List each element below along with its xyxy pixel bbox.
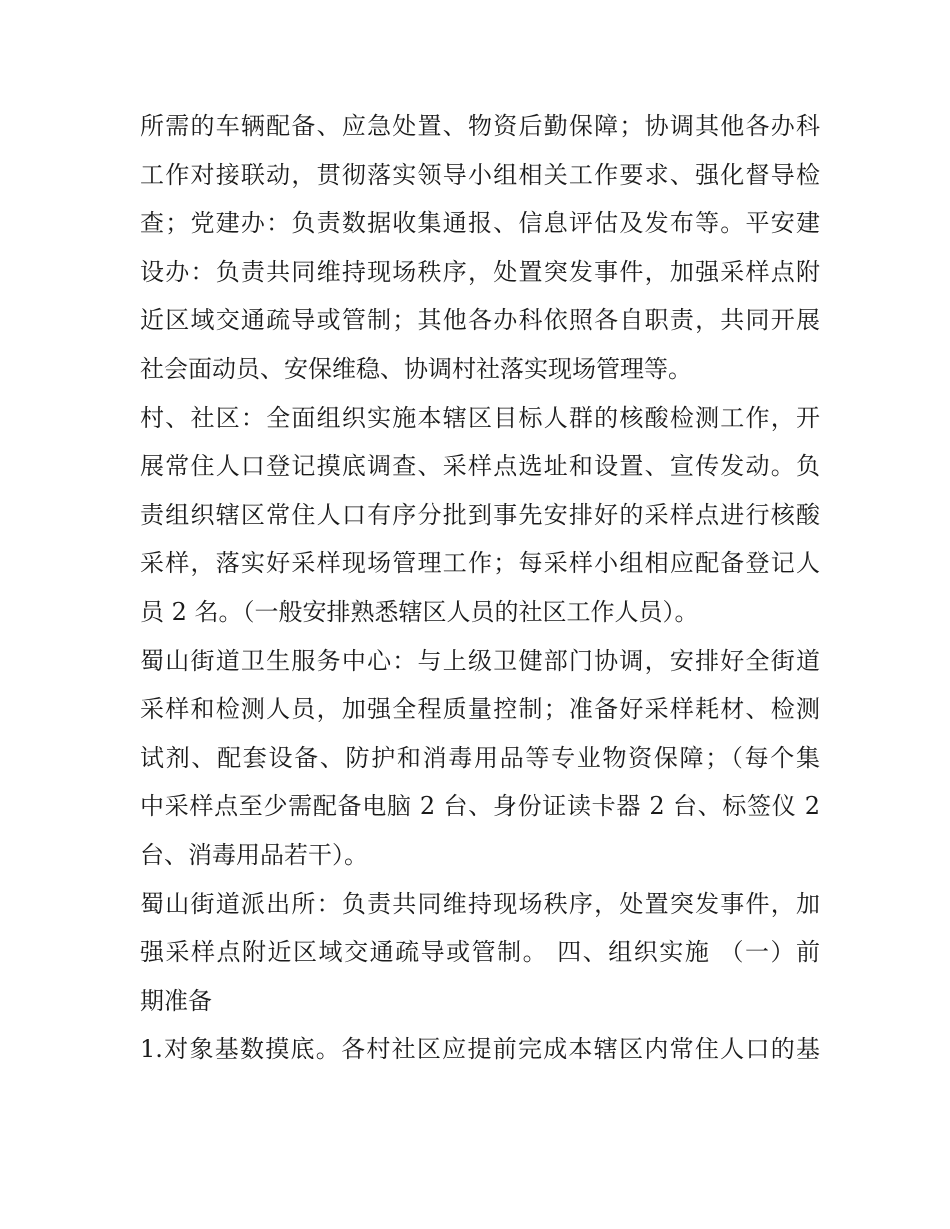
text-line: 社会面动员、安保维稳、协调村社落实现场管理等。 [140,354,692,383]
text-line: 工作对接联动，贯彻落实领导小组相关工作要求、强化督导检 [140,160,820,189]
text-line: 村、社区：全面组织实施本辖区目标人群的核酸检测工作，开 [140,403,820,432]
text-line: 强采样点附近区域交通疏导或管制。 四、组织实施 （一）前 [140,938,820,967]
text-line: 蜀山街道卫生服务中心：与上级卫健部门协调，安排好全街道 [140,646,820,675]
text-line: 采样，落实好采样现场管理工作；每采样小组相应配备登记人 [140,549,820,578]
text-line: 员 2 名。（一般安排熟悉辖区人员的社区工作人员）。 [140,597,699,626]
text-line: 所需的车辆配备、应急处置、物资后勤保障；协调其他各办科 [140,112,820,140]
text-line: 展常住人口登记摸底调查、采样点选址和设置、宣传发动。负 [140,452,820,481]
text-line: 期准备 [140,986,212,1015]
text-line: 台、消毒用品若干）。 [140,840,368,869]
text-line: 试剂、配套设备、防护和消毒用品等专业物资保障；（每个集 [140,743,820,772]
text-line: 近区域交通疏导或管制；其他各办科依照各自职责，共同开展 [140,306,820,335]
text-line: 中采样点至少需配备电脑 2 台、身份证读卡器 2 台、标签仪 2 [140,792,820,821]
text-line: 设办：负责共同维持现场秩序，处置突发事件，加强采样点附 [140,257,820,286]
text-line: 查；党建办：负责数据收集通报、信息评估及发布等。平安建 [140,209,820,238]
text-line: 责组织辖区常住人口有序分批到事先安排好的采样点进行核酸 [140,500,820,529]
text-line: 蜀山街道派出所：负责共同维持现场秩序，处置突发事件，加 [140,889,820,918]
document-body [140,102,820,1074]
text-line: 1.对象基数摸底。各村社区应提前完成本辖区内常住人口的基 [140,1035,820,1064]
text-line: 采样和检测人员，加强全程质量控制；准备好采样耗材、检测 [140,695,820,724]
